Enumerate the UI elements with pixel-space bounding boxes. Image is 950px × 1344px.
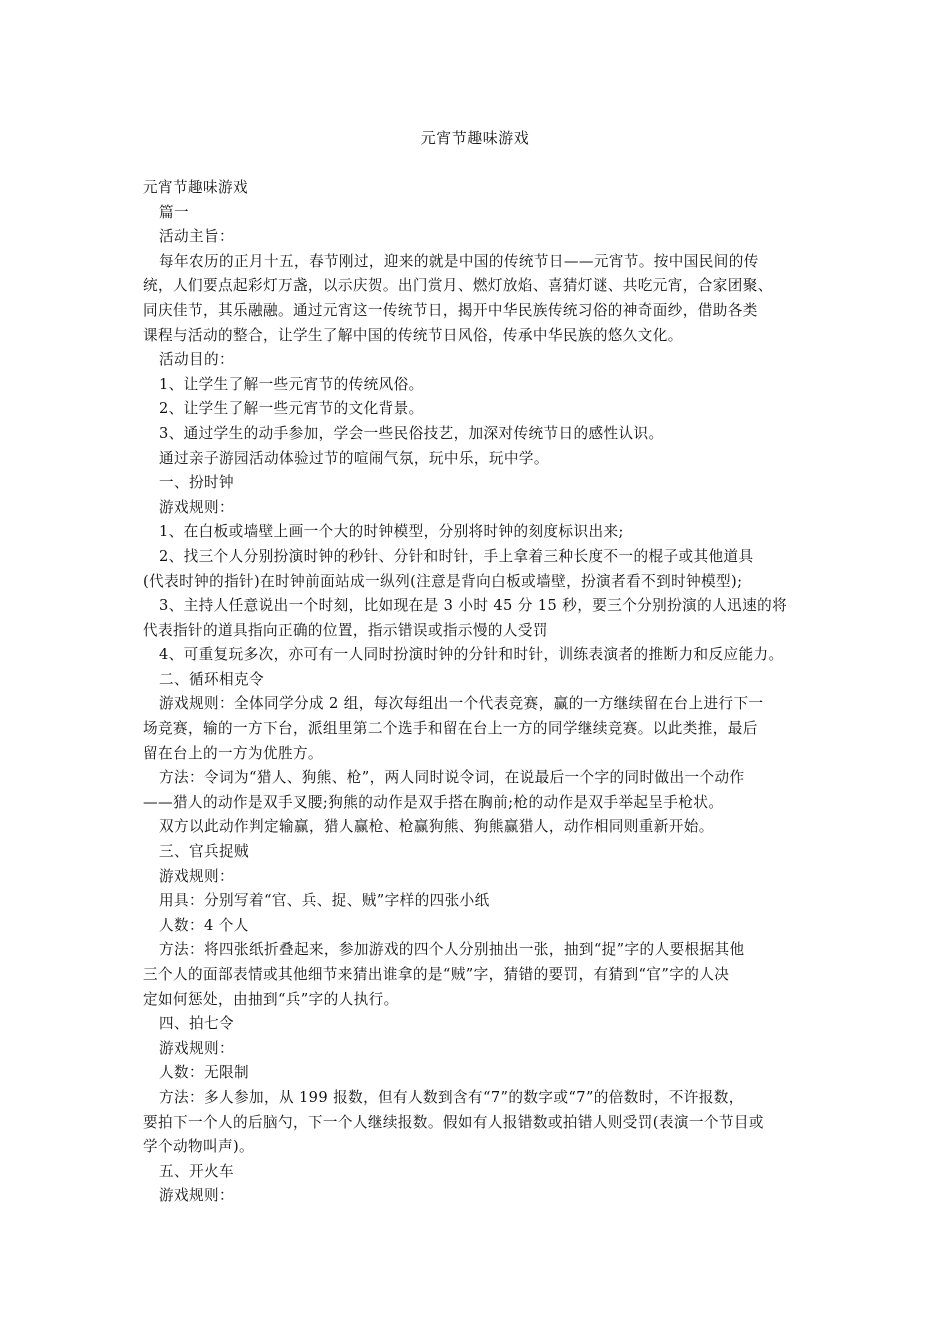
text-line: 篇一	[159, 203, 189, 221]
text-line: 4、可重复玩多次，亦可有一人同时扮演时钟的分针和时针，训练表演者的推断力和反应能力。	[159, 646, 784, 664]
document-body	[143, 176, 823, 1209]
text-line: 游戏规则：	[159, 1187, 234, 1205]
text-line: 3、通过学生的动手参加，学会一些民俗技艺，加深对传统节日的感性认识。	[159, 424, 664, 442]
text-line: 四、拍七令	[159, 1015, 234, 1033]
text-line: 留在台上的一方为优胜方。	[143, 744, 323, 762]
text-line: 方法：多人参加，从 199 报数，但有人数到含有“7”的数字或“7”的倍数时，不许报数，	[159, 1088, 744, 1106]
text-line: 五、开火车	[159, 1162, 234, 1180]
text-line: 三个人的面部表情或其他细节来猜出谁拿的是“贼”字，猜错的要罚，有猜到“官”字的人决	[143, 966, 730, 983]
text-line: 统，人们要点起彩灯万盏，以示庆贺。出门赏月、燃灯放焰、喜猜灯谜、共吃元宵，合家团聚、	[143, 277, 773, 295]
text-line: 一、扮时钟	[159, 474, 234, 492]
text-line: 方法：令词为“猎人、狗熊、枪”，两人同时说令词，在说最后一个字的同时做出一个动作	[159, 769, 745, 787]
text-line: 游戏规则：	[159, 1039, 234, 1057]
text-line: 用具：分别写着“官、兵、捉、贼”字样的四张小纸	[159, 892, 490, 910]
text-line: 二、循环相克令	[159, 670, 264, 688]
text-line: 要拍下一个人的后脑勺，下一个人继续报数。假如有人报错数或拍错人则受罚(表演一个节目或	[143, 1113, 764, 1131]
text-line: 2、让学生了解一些元宵节的文化背景。	[159, 400, 424, 418]
text-line: 课程与活动的整合，让学生了解中国的传统节日风俗，传承中华民族的悠久文化。	[143, 326, 683, 344]
text-line: 双方以此动作判定输赢，猎人赢枪、枪赢狗熊、狗熊赢猎人，动作相同则重新开始。	[159, 818, 714, 836]
text-line: 活动主旨：	[159, 228, 234, 246]
text-line: 定如何惩处，由抽到“兵”字的人执行。	[143, 990, 399, 1008]
text-line: 游戏规则：	[159, 867, 234, 885]
text-line: 游戏规则：全体同学分成 2 组，每次每组出一个代表竞赛，赢的一方继续留在台上进行下一	[159, 695, 764, 713]
text-line: 1、让学生了解一些元宵节的传统风俗。	[159, 375, 424, 393]
text-line: 方法：将四张纸折叠起来，参加游戏的四个人分别抽出一张，抽到“捉”字的人要根据其他	[159, 941, 745, 959]
text-line: 人数：4 个人	[159, 916, 249, 934]
text-line: 活动目的：	[159, 351, 234, 369]
text-line: 游戏规则：	[159, 498, 234, 516]
text-line: 同庆佳节，其乐融融。通过元宵这一传统节日，揭开中华民族传统习俗的神奇面纱，借助各类	[143, 301, 758, 319]
text-line: 场竞赛，输的一方下台，派组里第二个选手和留在台上一方的同学继续竞赛。以此类推，最后	[143, 720, 758, 738]
text-line: 2、找三个人分别扮演时钟的秒针、分针和时针，手上拿着三种长度不一的棍子或其他道具	[159, 547, 754, 565]
text-line: 人数：无限制	[159, 1064, 249, 1082]
page-title: 元宵节趣味游戏	[420, 129, 530, 147]
text-line: 通过亲子游园活动体验过节的喧闹气氛，玩中乐，玩中学。	[159, 449, 549, 467]
text-line: 元宵节趣味游戏	[143, 179, 248, 196]
text-line: 代表指针的道具指向正确的位置，指示错误或指示慢的人受罚	[143, 621, 548, 639]
text-line: 学个动物叫声)。	[143, 1138, 255, 1156]
text-line: 每年农历的正月十五，春节刚过，迎来的就是中国的传统节日——元宵节。按中国民间的传	[159, 252, 759, 270]
text-line: 3、主持人任意说出一个时刻，比如现在是 3 小时 45 分 15 秒，要三个分别扮演的人迅速的将	[159, 597, 788, 615]
text-line: (代表时钟的指针)在时钟前面站成一纵列(注意是背向白板或墙壁，扮演者看不到时钟模型);	[143, 572, 743, 590]
text-line: 1、在白板或墙壁上画一个大的时钟模型，分别将时钟的刻度标识出来;	[159, 523, 624, 541]
text-line: ——猎人的动作是双手叉腰;狗熊的动作是双手搭在胸前;枪的动作是双手举起呈手枪状。	[143, 793, 724, 811]
text-line: 三、官兵捉贼	[159, 843, 249, 861]
